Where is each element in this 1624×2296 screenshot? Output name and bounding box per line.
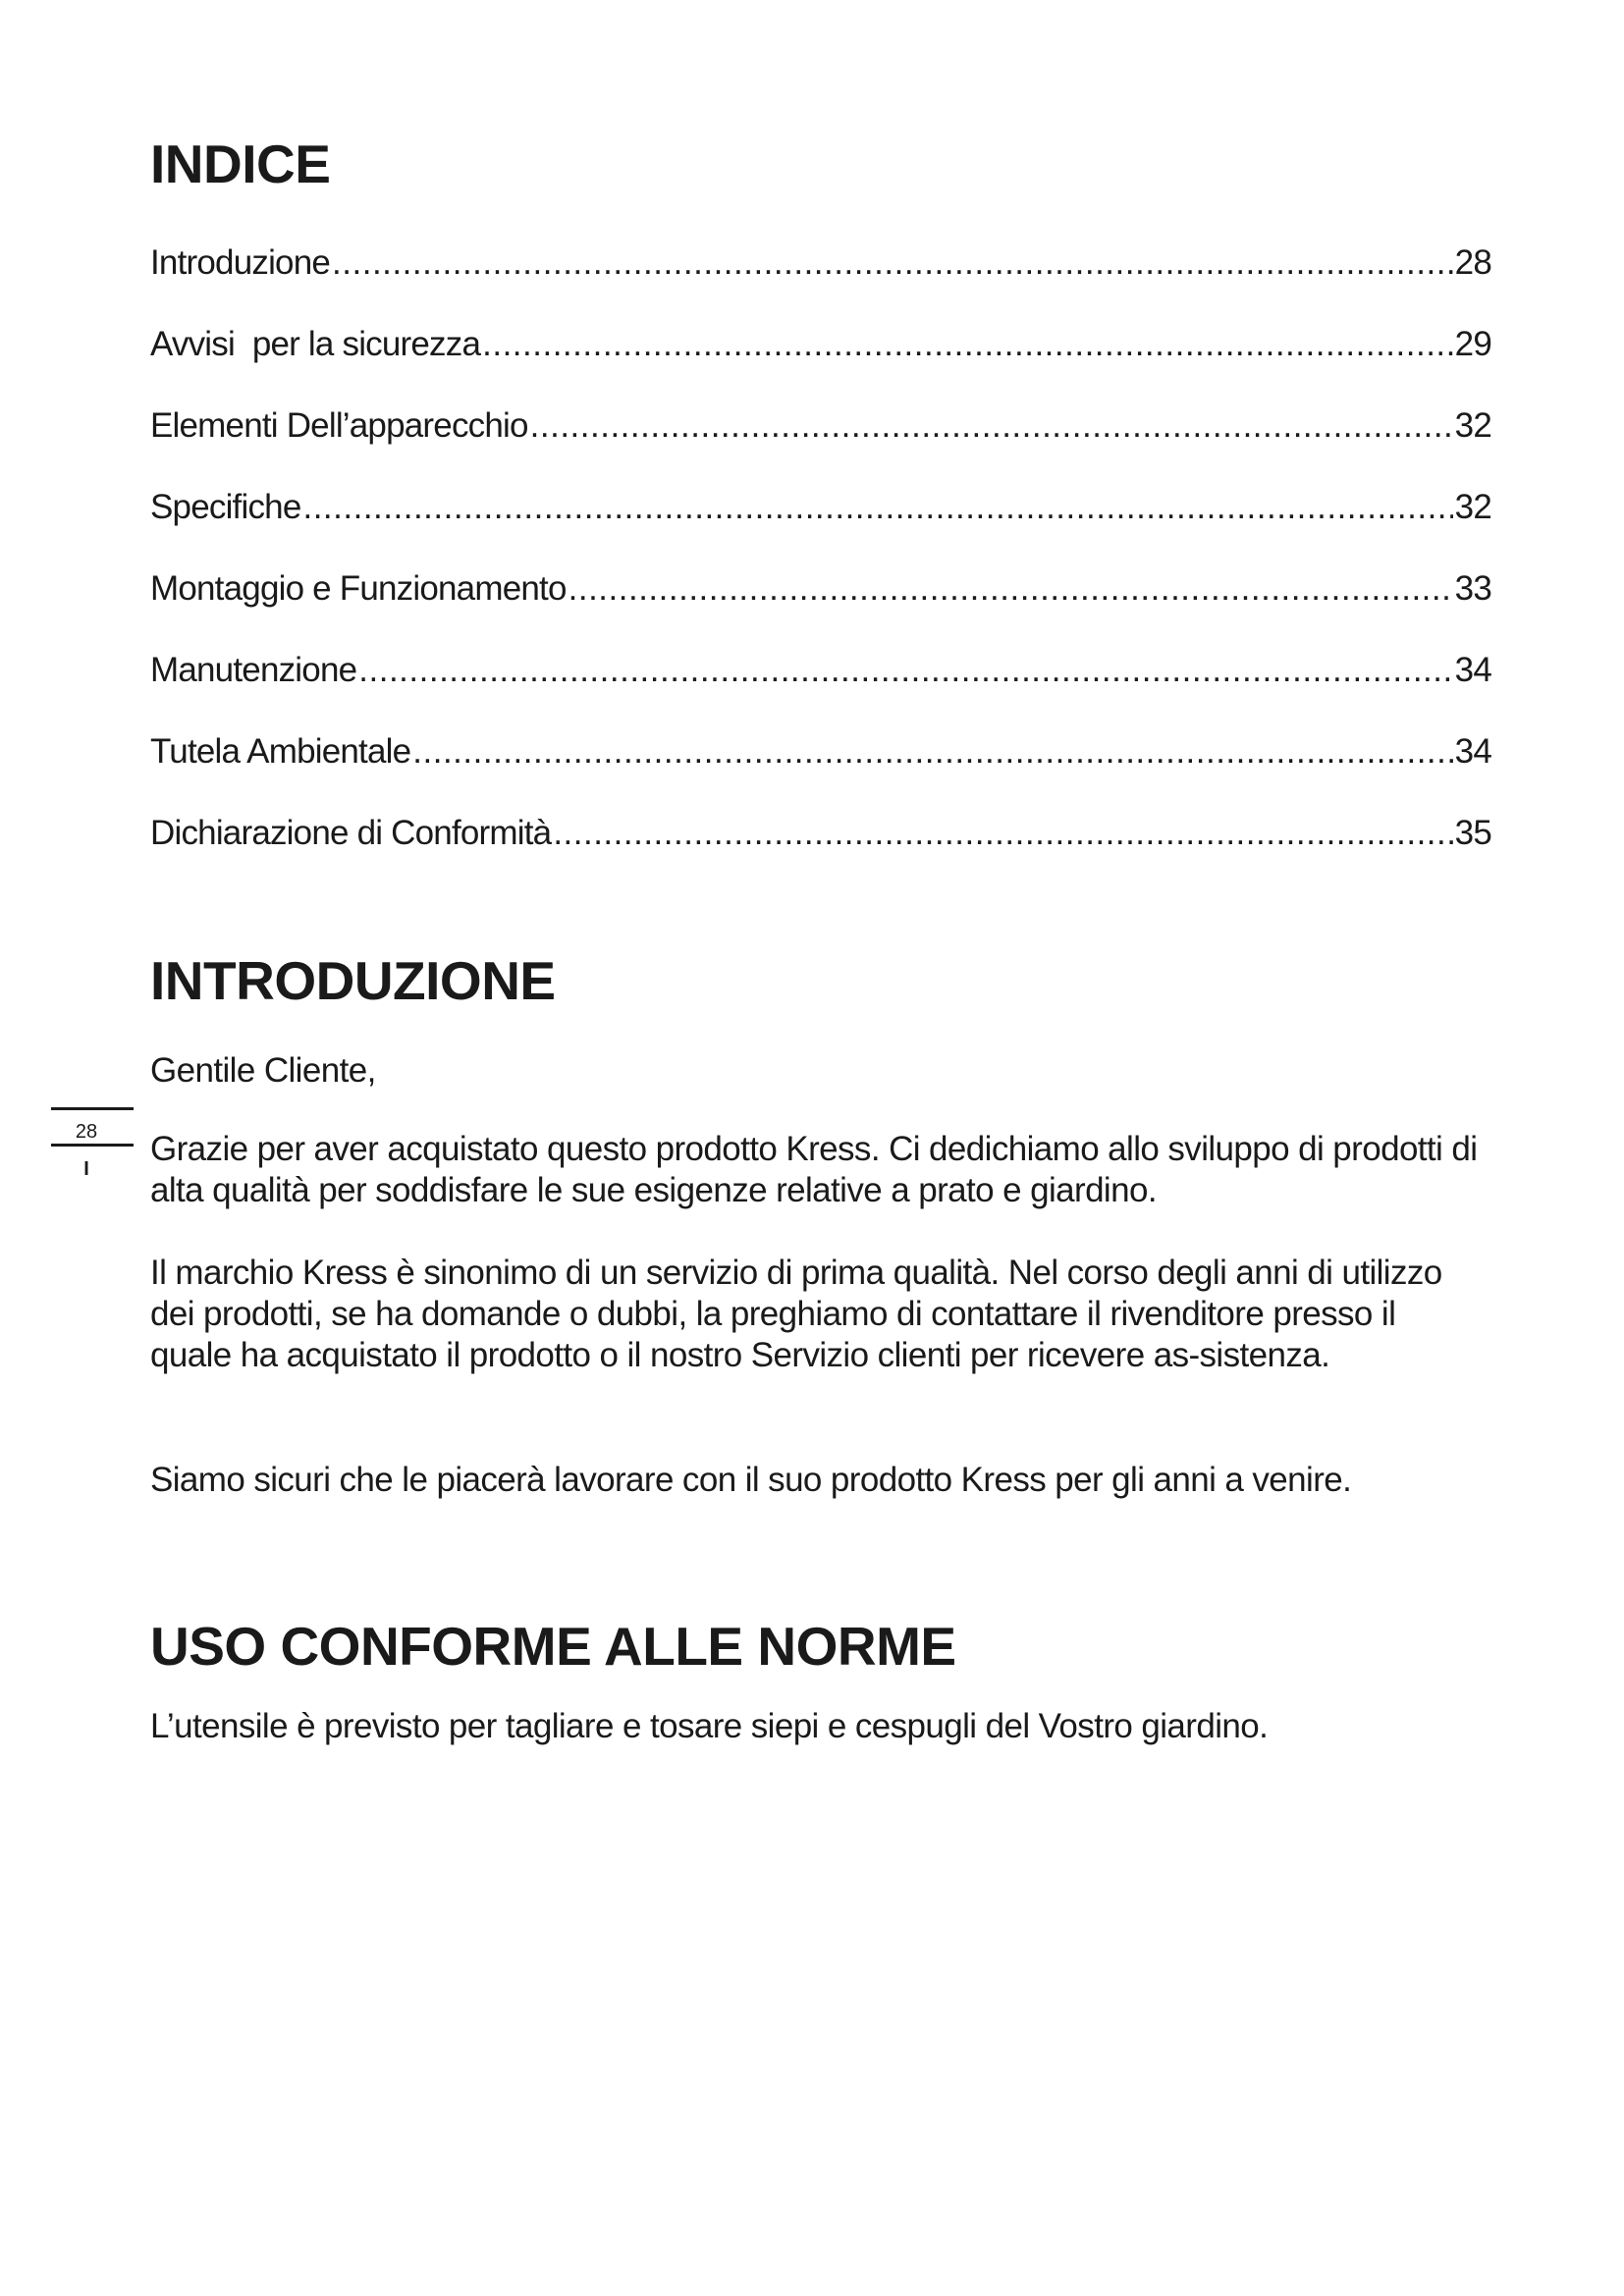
- toc-entry-title: Manutenzione: [150, 651, 357, 689]
- table-of-contents: [150, 243, 1491, 895]
- intro-paragraph: Grazie per aver acquistato questo prodotto Kress. Ci dedichiamo allo sviluppo di prodotti di alta qualità per soddisfare le sue esigenze relative a prato e giardino.: [150, 1130, 1478, 1209]
- toc-entry-title: Introduzione: [150, 243, 331, 282]
- toc-entry[interactable]: [150, 243, 1491, 325]
- toc-leader-dots: [568, 569, 1453, 609]
- intended-use-heading: USO CONFORME ALLE NORME: [150, 1616, 956, 1677]
- page-marker-top-rule: [51, 1107, 134, 1110]
- toc-entry-title: Specifiche: [150, 488, 301, 526]
- toc-entry-title: Dichiarazione di Conformità: [150, 814, 552, 852]
- language-code: I: [83, 1158, 89, 1180]
- toc-leader-dots: [553, 814, 1452, 853]
- toc-heading: INDICE: [150, 133, 331, 194]
- toc-leader-dots: [358, 651, 1452, 690]
- toc-entry-title: Tutela Ambientale: [150, 732, 411, 771]
- toc-entry-page: 34: [1454, 651, 1491, 689]
- toc-leader-dots: [412, 732, 1452, 772]
- toc-entry-page: 34: [1454, 732, 1491, 771]
- toc-leader-dots: [530, 406, 1453, 446]
- page-number: 28: [75, 1121, 98, 1143]
- toc-entry-title: Elementi Dell’apparecchio: [150, 406, 528, 445]
- toc-entry[interactable]: [150, 569, 1491, 651]
- toc-entry-page: 32: [1454, 406, 1491, 445]
- toc-entry-page: 28: [1454, 243, 1491, 282]
- introduction-heading: INTRODUZIONE: [150, 950, 556, 1011]
- toc-entry[interactable]: [150, 488, 1491, 569]
- page-marker: [51, 1107, 134, 1181]
- toc-leader-dots: [302, 488, 1452, 527]
- toc-entry[interactable]: [150, 814, 1491, 895]
- toc-entry-title: Avvisi per la sicurezza: [150, 325, 481, 363]
- toc-entry-page: 32: [1454, 488, 1491, 526]
- toc-entry[interactable]: [150, 325, 1491, 406]
- greeting-text: Gentile Cliente,: [150, 1051, 376, 1090]
- toc-entry-page: 33: [1454, 569, 1491, 608]
- toc-entry[interactable]: [150, 732, 1491, 814]
- intro-paragraph: Siamo sicuri che le piacerà lavorare con il suo prodotto Kress per gli anni a venire.: [150, 1461, 1352, 1499]
- toc-entry-page: 29: [1454, 325, 1491, 363]
- page-marker-bottom-rule: [51, 1144, 134, 1147]
- toc-entry[interactable]: [150, 406, 1491, 488]
- toc-entry[interactable]: [150, 651, 1491, 732]
- intro-paragraph: Il marchio Kress è sinonimo di un servizio di prima qualità. Nel corso degli anni di utilizzo dei prodotti, se ha domande o dubbi, la preghiamo di contattare il rivenditore presso il quale ha acquistato il prodotto o il nostro Servizio clienti per ricevere as-sistenza.: [150, 1254, 1442, 1374]
- toc-leader-dots: [332, 243, 1453, 283]
- intended-use-text: L’utensile è previsto per tagliare e tosare siepi e cespugli del Vostro giardino.: [150, 1707, 1269, 1745]
- toc-entry-title: Montaggio e Funzionamento: [150, 569, 567, 608]
- toc-leader-dots: [482, 325, 1453, 364]
- toc-entry-page: 35: [1454, 814, 1491, 852]
